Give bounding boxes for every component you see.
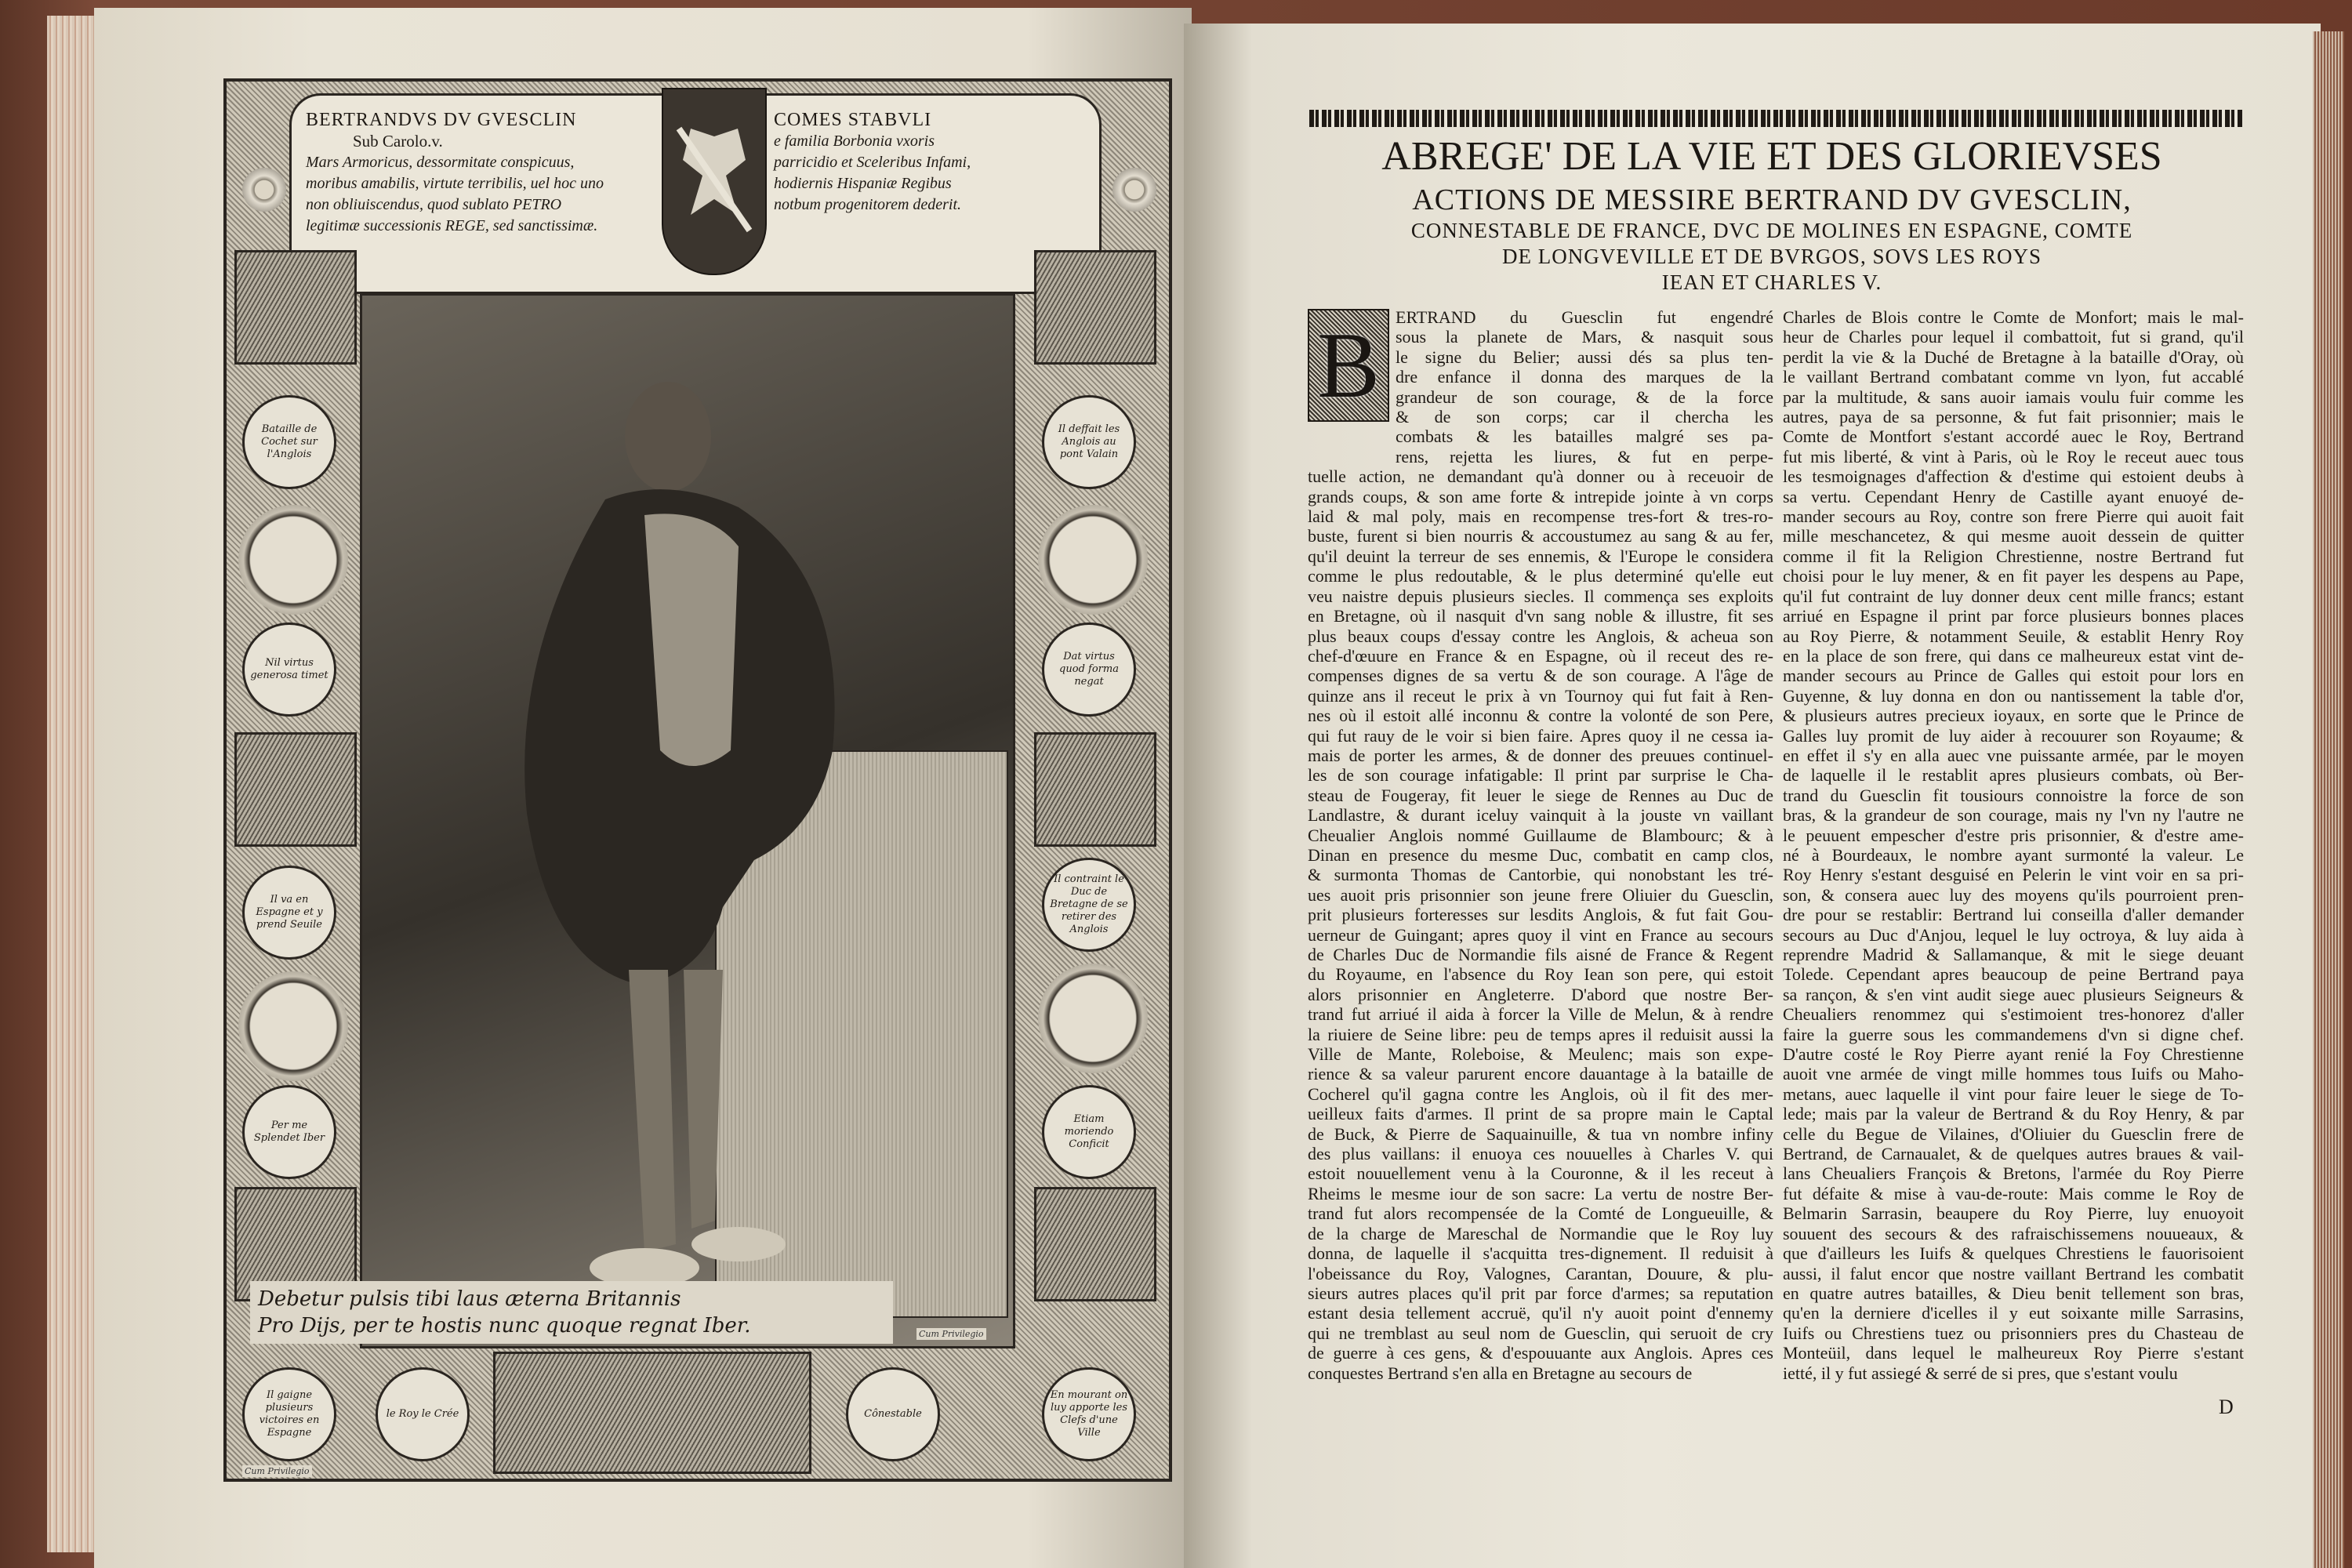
vignette-scene (1034, 732, 1156, 847)
privilege-note: Cum Privilegio (916, 1328, 986, 1340)
text-line: arriué en Espagne il print par force plusieurs bonnes places (1783, 606, 2244, 626)
text-line: Comte de Montfort s'estant accordé auec le Roy, Bertrand (1783, 426, 2244, 447)
medallion-sunrise (238, 971, 348, 1081)
text-line: qui fut rauy de le voir si bien faire. Apres quoy il ne cessa ia- (1308, 725, 1773, 746)
text-line: dre enfance il donna des marques de la (1396, 367, 1773, 387)
text-line: choisi pour le luy mener, & en fit payer les despens au Pape, (1783, 566, 2244, 586)
text-line: des plus vaillans: il enuoya ces nouuelles à Charles V. qui (1308, 1144, 1773, 1164)
text-line: chef-d'œuure en France & en Espagne, où il receut des re- (1308, 645, 1773, 666)
text-line: de la charge de Mareschal de Normandie que le Roy luy (1308, 1223, 1773, 1243)
text-line: Guyenne, & luy donna en don ou nantissement la table d'or, (1783, 685, 2244, 706)
text-line: perdit la vie & la Duché de Bretagne à la bataille d'Oray, où (1783, 347, 2244, 367)
signature-mark: D (2219, 1396, 2234, 1418)
text-line: donna, de laquelle il s'acquitta tres-dignement. Il reduisit à (1308, 1243, 1773, 1264)
text-line: quinze ans il receut le prix à vn Tournoy qui fut fait à Ren- (1308, 685, 1773, 706)
rosette-ornament-right (1112, 168, 1156, 212)
text-line: sa rançon, & s'en vint audit siege auec plusieurs Seigneurs & (1783, 984, 2244, 1004)
medallion-label: Per me Splendet Iber (242, 1085, 336, 1179)
ornamental-border (1309, 110, 2242, 127)
text-line: Bertrand, de Carnaualet, & de quelques autres braues & vail- (1783, 1144, 2244, 1164)
text-line: en effet il s'y en alla auec vne puissante armée, par le moyen (1783, 745, 2244, 765)
text-line: steau de Fougeray, fit leuer le siege de Rennes au Duc de (1308, 785, 1773, 805)
text-line: Iuifs ou Chrestiens tuez ou prisonniers pres du Chasteau de (1783, 1323, 2244, 1343)
text-line: estant desia tellement accruë, qu'il n'y auoit point d'ennemy (1308, 1303, 1773, 1323)
text-line: heur de Charles pour lequel il combattoit, fut si grand, qu'il (1783, 327, 2244, 347)
text-line: & plusieurs autres precieux ioyaux, en sorte que le Prince de (1783, 706, 2244, 726)
text-line: Monteüil, dans lequel le malheureux Roy Pierre s'estant (1783, 1343, 2244, 1363)
text-line: sa vertu. Cependant Henry de Castille ayant enuoyé de- (1783, 486, 2244, 506)
text-line: mander secours au Roy, contre son frere Pierre qui auoit fait (1783, 506, 2244, 527)
text-line: par la multitude, & sans auoir iamais voulu fuir comme les (1783, 387, 2244, 407)
text-line: & de son corps; car il chercha les (1396, 407, 1773, 427)
banner-right-text: COMES STABVLI e familia Borbonia vxoris parricidio et Sceleribus Infami, hodiernis Hispaniæ Regibus notbum progenitorem dederit. (774, 110, 971, 213)
text-line: trand fut alors recompensée de la Comté de Longueuille, & (1308, 1203, 1773, 1224)
text-line: qui ne tremblast au seul nom de Guesclin, qui seruoit de cry (1308, 1323, 1773, 1343)
text-line: en quatre autres batailles, & Dieu benit tellement son bras, (1783, 1283, 2244, 1303)
vignette-scene (234, 250, 357, 365)
text-line: fut mis liberté, & vint à Paris, où le Roy le receut auec tous (1783, 446, 2244, 466)
medallion-eagle (238, 505, 348, 615)
text-line: souuent des secours & des rafraischissemens nouueaux, & (1783, 1223, 2244, 1243)
text-line: comme le plus redoutable, & le plus determiné qu'elle eut (1308, 566, 1773, 586)
privilege-note: Cum Privilegio (242, 1465, 312, 1477)
coat-of-arms-eagle (662, 88, 767, 275)
text-line: lans Cheualiers François & Bretons, l'armée du Roy Pierre (1783, 1163, 2244, 1184)
text-line: les de son courage infatigable: Il print par surprise le Cha- (1308, 765, 1773, 786)
text-line: Cheualiers renommez qui s'estimoient tres-honorez d'aller (1783, 1004, 2244, 1025)
text-line: Dinan en presence du mesme Duc, combatit en camp clos, (1308, 844, 1773, 865)
medallion-label: Cônestable (846, 1367, 940, 1461)
medallion-torch (1038, 964, 1148, 1073)
text-line: lede; mais par la valeur de Bertrand & du Roy Henry, & par (1783, 1104, 2244, 1124)
text-line: Cocherel qu'il gagna contre les Anglois, où il fit des mer- (1308, 1083, 1773, 1104)
figure-of-guesclin (409, 343, 958, 1315)
medallion-label: Nil virtus generosa timet (242, 622, 336, 717)
text-line: plus beaux coups d'essay contre les Anglois, & acheua son (1308, 626, 1773, 646)
text-line: mais de porter les armes, & de donner des preuues continuel- (1308, 745, 1773, 765)
text-line: autres, paya de sa personne, & fut fait prisonnier; mais le (1783, 407, 2244, 427)
medallion-label: Il contraint le Duc de Bretagne de se retirer des Anglois (1042, 858, 1136, 952)
medallion-rhinoceros (1038, 505, 1148, 615)
text-line: nes où il estoit allé inconnu & contre la volonté de son Pere, (1308, 706, 1773, 726)
text-line: reprendre Madrid & Sallamanque, & mit le siege deuant (1783, 945, 2244, 964)
text-line: combats & les batailles malgré ses pa- (1396, 426, 1773, 447)
title-banner (289, 93, 1102, 294)
text-line: en la place de son frere, qui dans ce malheureux estat vint de- (1783, 645, 2244, 666)
text-line: mander secours au Prince de Galles qui estoit pour lors en (1783, 666, 2244, 686)
text-line: qu'il deuint la terreur de ses ennemis, & l'Europe le considera (1308, 546, 1773, 566)
text-line: au Roy Pierre, & notamment Seuile, & establit Henry Roy (1783, 626, 2244, 646)
text-line: ERTRAND du Guesclin fut engendré (1396, 307, 1773, 327)
text-line: auoit vne armée de vingt mille hommes tous Iuifs ou Maho- (1783, 1064, 2244, 1084)
engraving-caption: Debetur pulsis tibi laus æterna Britannis Pro Dijs, per te hostis nunc quoque regnat Iber. (250, 1281, 893, 1344)
text-line: ietté, il y fut assiegé & serré de si pres, que s'estant voulu (1783, 1363, 2178, 1383)
text-line: le signe du Belier; aussi dés sa plus ten- (1396, 347, 1773, 367)
portrait-engraving (360, 293, 1015, 1348)
text-line: Roy Henry s'estant desguisé en Pelerin le vint voir en sa pri- (1783, 865, 2244, 885)
text-line: sous la planete de Mars, & nasquit sous (1396, 327, 1773, 347)
text-line: Cheualier Anglois nommé Guillaume de Blambourc; & à (1308, 825, 1773, 845)
text-line: Charles de Blois contre le Comte de Monfort; mais le mal- (1783, 307, 2244, 327)
text-line: faire la guerre sous les commandemens d'vn si digne chef. (1783, 1024, 2244, 1044)
text-line: metans, auec laquelle il vint pour faire leuer le siege de To- (1783, 1083, 2244, 1104)
text-line: de laquelle il le restablit apres plusieurs combats, où Ber- (1783, 765, 2244, 786)
text-line: sieurs autres places qu'il prit par force d'armes; sa reputation (1308, 1283, 1773, 1303)
text-line: mille meschancetez, & qui mesme auoit dessein de quitter (1783, 526, 2244, 546)
text-line: comme il fit la Religion Chrestienne, nostre Bertrand fut (1783, 546, 2244, 566)
vignette-scene (234, 732, 357, 847)
medallion-label: le Roy le Crée (376, 1367, 470, 1461)
text-line: veu naistre depuis plusieurs siecles. Il commença ses exploits (1308, 586, 1773, 606)
text-line: rens, rejetta les liures, & fut en perpe- (1396, 446, 1773, 466)
text-line: secours au Duc d'Anjou, lequel le luy octroya, & luy aida à (1783, 924, 2244, 945)
text-line: compenses dignes de sa vertu & de son courage. A l'âge de (1308, 666, 1773, 686)
text-line: le vaillant Bertrand combatant comme vn lyon, fut accablé (1783, 367, 2244, 387)
text-line: la riuiere de Seine libre: peu de temps apres il reduisit aussi la (1308, 1024, 1773, 1044)
text-line: uerneur de Guingant; apres quoy il vint en France au secours (1308, 924, 1773, 945)
medallion-label: Il deffait les Anglois au pont Valain (1042, 395, 1136, 489)
text-line: estoit nouuellement venu à la Couronne, & il les receut à (1308, 1163, 1773, 1184)
text-line: qu'en la derniere d'icelles il y eut soixante mille Sarrasins, (1783, 1303, 2244, 1323)
engraving-frame (223, 78, 1172, 1482)
text-line: qu'il fut contraint de luy donner deux cent mille francs; estant (1783, 586, 2244, 606)
text-line: Landlastre, & durant iceluy vainquit à la jouste vn vaillant (1308, 805, 1773, 826)
medallion-label: Bataille de Cochet sur l'Anglois (242, 395, 336, 489)
medallion-label: Il gaigne plusieurs victoires en Espagne (242, 1367, 336, 1461)
vignette-scene (1034, 1187, 1156, 1301)
text-line: bras, & la grandeur de son courage, mais ny l'vn ny l'autre ne (1783, 805, 2244, 826)
decorated-drop-cap: B (1308, 309, 1389, 422)
text-line: & surmonta Thomas de Cantorbie, qui nonobstant les tré- (1308, 865, 1773, 885)
text-line: Galles luy promit de luy aider à recouurer son Royaume; & (1783, 725, 2244, 746)
text-line: de Charles Duc de Normandie fils aisné de France & Regent (1308, 945, 1773, 964)
text-line: tuelle action, ne demandant qu'à donner ou à receuoir de (1308, 466, 1773, 487)
text-line: celle du Begue de Vilaines, d'Oliuier du Guesclin frere de (1783, 1123, 2244, 1144)
medallion-label: En mourant on luy apporte les Clefs d'une Ville (1042, 1367, 1136, 1461)
vignette-scene (1034, 250, 1156, 365)
medallion-label: Etiam moriendo Conficit (1042, 1085, 1136, 1179)
text-column-1 (1308, 307, 1773, 1383)
text-line: laid & mal poly, mais en recompense tres-fort & tres-ro- (1308, 506, 1773, 527)
text-line: son, & consera auec luy des moyens qu'ils pourroient pren- (1783, 884, 2244, 905)
text-line: né à Bourdeaux, le nombre ayant surmonté la valeur. Le (1783, 844, 2244, 865)
text-line: grands coups, & son ame forte & intrepide jointe à vn corps (1308, 486, 1773, 506)
text-line: grandeur de son courage, & de la force (1396, 387, 1773, 407)
text-line: rience & sa valeur parurent encore dauantage à la bataille de (1308, 1064, 1773, 1084)
text-line: du Royaume, en l'absence du Roy Iean son pere, qui estoit (1308, 964, 1773, 985)
text-line: les tesmoignages d'affection & d'estime qui estoient deubs à (1783, 466, 2244, 487)
medallion-label: Il va en Espagne et y prend Seuile (242, 866, 336, 960)
text-line: trand du Guesclin fit tousiours connoistre la force de son (1783, 785, 2244, 805)
text-column-2 (1783, 307, 2244, 1383)
text-line: fut défaite & mise à vau-de-route: Mais comme le Roy de (1783, 1183, 2244, 1203)
page-title: ABREGE' DE LA VIE ET DES GLORIEVSES ACTIONS DE MESSIRE BERTRAND DV GVESCLIN, CONNESTABLE DE FRANCE, DVC DE MOLINES EN ESPAGNE, COMTE DE LONGVEVILLE ET DE BVRGOS, SOVS LES ROYS IEAN ET CHARLES V. (1381, 134, 2162, 294)
text-line: Rheims le mesme iour de son sacre: La vertu de nostre Ber- (1308, 1183, 1773, 1203)
text-line: Belmarin Sarrasin, beaupere du Roy Pierre, luy enuoyoit (1783, 1203, 2244, 1224)
text-line: alors prisonnier en Angleterre. D'abord que nostre Ber- (1308, 984, 1773, 1004)
text-line: ues auoit pris prisonnier son jeune frere Oliuier du Guesclin, (1308, 884, 1773, 905)
text-line: de guerre à ces gens, & d'espouuante aux Anglois. Apres ces (1308, 1343, 1773, 1363)
text-line: buste, furent si bien nourris & accoustumez au sang & au fer, (1308, 526, 1773, 546)
text-line: prit plusieurs forteresses sur lesdits Anglois, & fut fait Gou- (1308, 905, 1773, 925)
text-line: Tolede. Cependant apres beaucoup de peine Bertrand paya (1783, 964, 2244, 985)
text-line: dre pour se restablir: Bertrand lui conseilla d'aller demander (1783, 905, 2244, 925)
text-line: l'obeissance du Roy, Valognes, Carantan, Douure, & plu- (1308, 1263, 1773, 1283)
text-line: aussi, il falut encor que nostre vaillant Bertrand les combatit (1783, 1263, 2244, 1283)
vignette-coronation-scene (493, 1352, 811, 1474)
banner-left-text: BERTRANDVS DV GVESCLIN Sub Carolo.v. Mars Armoricus, dessormitate conspicuus, moribus amabilis, virtute terribilis, uel hoc uno non obliuiscendus, quod sublato PETRO legitimæ successionis REGE, sed sanctissimæ. (306, 110, 604, 234)
medallion-label: Dat virtus quod forma negat (1042, 622, 1136, 717)
text-line: que d'ailleurs les Iuifs & quelques Chrestiens le fauorisoient (1783, 1243, 2244, 1264)
rosette-ornament-left (242, 168, 286, 212)
text-line: Ville de Mante, Roleboise, & Meulenc; mais son expe- (1308, 1044, 1773, 1065)
text-line: le peuuent empescher d'estre pris prisonnier, & d'estre ame- (1783, 825, 2244, 845)
page-edges-right (2313, 31, 2344, 1568)
text-line: D'autre costé le Roy Pierre ayant renié la Foy Chrestienne (1783, 1044, 2244, 1065)
text-line: ueilleux faits d'armes. Il print de sa propre main le Captal (1308, 1104, 1773, 1124)
text-line: conquestes Bertrand s'en alla en Bretagne au secours de (1308, 1363, 1693, 1383)
text-line: en Bretagne, où il nasquit d'vn sang noble & illustre, fit ses (1308, 606, 1773, 626)
text-line: trand fut arriué il aida à forcer la Ville de Melun, & à rendre (1308, 1004, 1773, 1025)
text-line: de Buck, & Pierre de Saquainuille, & tua vn nombre infiny (1308, 1123, 1773, 1144)
